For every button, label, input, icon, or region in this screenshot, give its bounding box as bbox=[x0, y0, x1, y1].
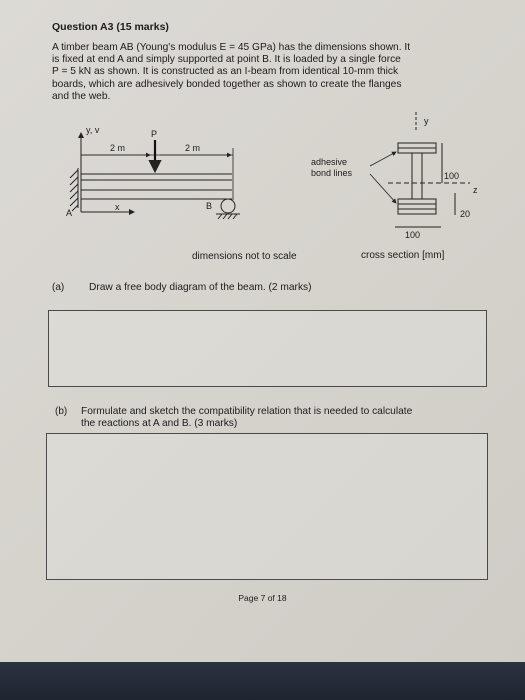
right-span-label: 2 m bbox=[185, 143, 201, 153]
ground-hatch bbox=[216, 214, 240, 219]
intro-line: and the web. bbox=[52, 90, 111, 102]
fixed-support bbox=[70, 168, 78, 211]
adhesive-label: adhesive bbox=[311, 157, 348, 167]
answer-box-a[interactable] bbox=[48, 310, 487, 387]
question-title: Question A3 (15 marks) bbox=[52, 21, 169, 33]
end-a-label: A bbox=[66, 208, 73, 218]
width-dimension-label: 100 bbox=[405, 230, 421, 240]
part-b-line: the reactions at A and B. (3 marks) bbox=[81, 418, 238, 429]
page-number-text: Page 7 of 18 bbox=[238, 593, 287, 603]
part-b-line: Formulate and sketch the compatibility relation that is needed to calculate bbox=[81, 406, 413, 417]
beam bbox=[81, 174, 232, 199]
adhesive-leader bbox=[370, 152, 396, 166]
page-number bbox=[0, 593, 525, 603]
part-a-label: (a) bbox=[52, 282, 65, 293]
part-a-line: Draw a free body diagram of the beam. (2 marks) bbox=[89, 282, 312, 293]
intro-line: P = 5 kN as shown. It is constructed as an I-beam from identical 10-mm thick bbox=[52, 66, 399, 78]
axis-label-y-v: y, v bbox=[86, 125, 100, 135]
offset-dimension-label: 20 bbox=[460, 209, 471, 219]
bond-lines-label: bond lines bbox=[311, 168, 353, 178]
left-span-label: 2 m bbox=[110, 143, 126, 153]
section-caption: cross section [mm] bbox=[361, 250, 445, 261]
answer-box-b[interactable] bbox=[46, 433, 488, 580]
part-a-text bbox=[89, 282, 489, 294]
section-z-label: z bbox=[473, 185, 478, 195]
intro-line: is fixed at end A and simply supported at point B. It is loaded by a single force bbox=[52, 54, 401, 66]
part-b-text bbox=[81, 406, 501, 430]
height-dimension-label: 100 bbox=[444, 171, 460, 181]
axis-label-x: x bbox=[115, 202, 120, 212]
part-b-label: (b) bbox=[55, 406, 68, 417]
load-label: P bbox=[151, 129, 158, 139]
section-y-label: y bbox=[424, 116, 429, 126]
intro-line: boards, which are adhesively bonded together as shown to create the flanges bbox=[52, 78, 402, 90]
background-surface bbox=[0, 662, 525, 700]
end-b-label: B bbox=[206, 201, 213, 211]
intro-line: A timber beam AB (Young's modulus E = 45 GPa) has the dimensions shown. It bbox=[52, 42, 411, 53]
cross-section bbox=[388, 112, 470, 227]
roller-support bbox=[221, 199, 235, 213]
scale-note: dimensions not to scale bbox=[192, 251, 297, 262]
